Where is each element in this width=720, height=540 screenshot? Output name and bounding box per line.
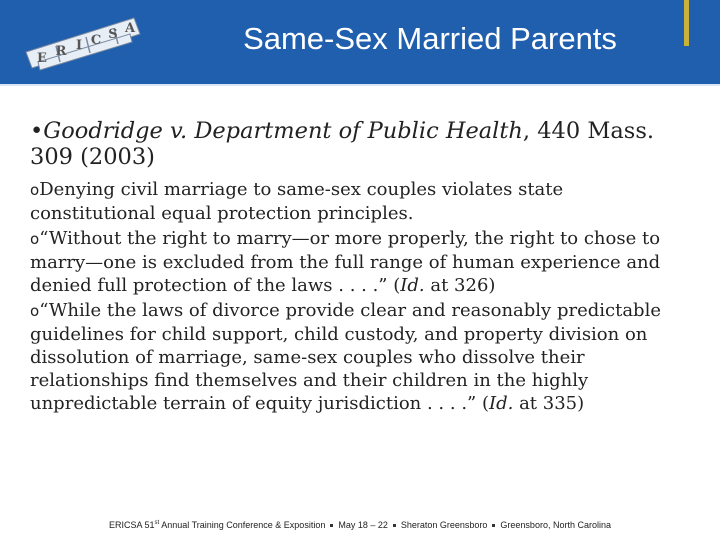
separator-icon <box>330 524 333 527</box>
slide-title: Same-Sex Married Parents <box>243 21 617 56</box>
point-2-text: “Without the right to marry—or more properly, the right to chose to marry—one is excluded from the full range of human experience and denied full protection of the laws . . . .” ( <box>30 228 661 296</box>
hollow-bullet-icon: o <box>30 302 40 320</box>
logo-letter-a: A <box>124 21 136 36</box>
logo-letter-e: E <box>37 51 47 66</box>
footer-ordinal: st <box>154 520 160 526</box>
ericsa-airplane-logo <box>16 4 146 82</box>
point-2-id: Id. <box>400 275 425 296</box>
point-2 <box>30 227 692 297</box>
footer-conference-name: Annual Training Conference & Exposition <box>159 520 326 530</box>
point-2-page: at 326) <box>424 275 496 296</box>
point-3-text: “While the laws of divorce provide clear and reasonably predictable guidelines for child support, child custody, and property division on dissolution of marriage, same-sex couples who dissolve their relationships find themselves and their children in the highly unpredictable terrain of equity jurisdiction . . . .” ( <box>30 300 661 414</box>
point-3-id: Id. <box>488 393 514 414</box>
footer-dates: May 18 – 22 <box>338 520 388 530</box>
logo-letter-s: S <box>108 27 118 42</box>
logo-letter-i: I <box>75 38 83 53</box>
header-divider <box>0 84 720 86</box>
logo-letter-r: R <box>55 44 67 59</box>
point-1 <box>30 178 692 225</box>
footer-location: Greensboro, North Carolina <box>500 520 611 530</box>
hollow-bullet-icon: o <box>30 230 40 248</box>
hollow-bullet-icon: o <box>30 181 40 199</box>
separator-icon <box>393 524 396 527</box>
footer-conference: ERICSA 51 <box>109 520 155 530</box>
case-bullet: • <box>30 118 44 144</box>
case-citation <box>30 118 692 170</box>
point-1-text: Denying civil marriage to same-sex couples violates state constitutional equal protection principles. <box>30 179 564 224</box>
point-3 <box>30 299 692 415</box>
logo-letter-c: C <box>90 33 102 48</box>
point-3-page: at 335) <box>513 393 585 414</box>
slide-footer <box>0 520 720 530</box>
case-name: Goodridge v. Department of Public Health <box>43 118 523 144</box>
case-reference: , 440 Mass. 309 (2003) <box>30 118 655 170</box>
slide-body <box>30 118 692 417</box>
footer-venue: Sheraton Greensboro <box>400 520 488 530</box>
separator-icon <box>492 524 495 527</box>
